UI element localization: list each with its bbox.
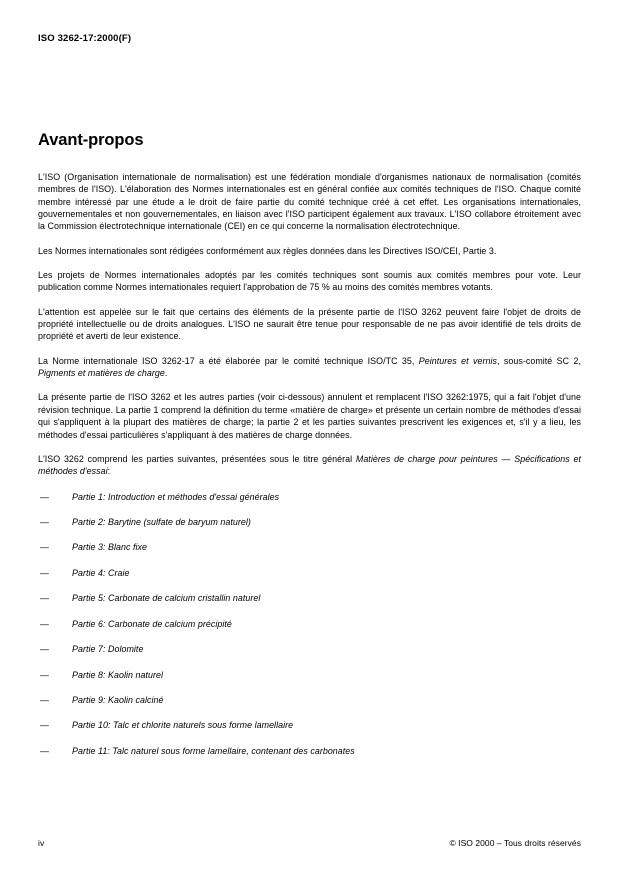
committee-title-tc35: Peintures et vernis [418,355,497,366]
text-run: . [164,368,168,379]
list-item-label: Partie 4: Craie [72,567,130,578]
em-dash-marker-icon: — [40,695,49,706]
list-item [38,719,581,731]
em-dash-marker-icon: — [40,618,49,629]
list-item [38,541,581,553]
paragraph-revision-notice [38,391,581,440]
page-footer [38,838,581,848]
list-item-label: Partie 11: Talc naturel sous forme lamellaire, contenant des carbonates [72,745,355,756]
text-run: L'attention est appelée sur le fait que certains des éléments de la présente partie de l'ISO 3262 peuvent faire l'objet de droits de propriété intellectuelle ou de droits analogues. L'ISO ne saurait être tenue pour responsable de ne pas avoir identifié de tels droits de propriété et averti de leur existence. [38,306,581,342]
paragraph-parts-lead-in [38,453,581,478]
em-dash-marker-icon: — [40,669,49,680]
list-item [38,592,581,604]
running-header: ISO 3262-17:2000(F) [38,33,132,44]
em-dash-marker-icon: — [40,720,49,731]
list-item [38,643,581,655]
list-item-label: Partie 8: Kaolin naturel [72,669,163,680]
page-title: Avant-propos [38,131,144,149]
text-run: L'ISO 3262 comprend les parties suivantes, présentées sous le titre général [38,453,356,464]
em-dash-marker-icon: — [40,745,49,756]
em-dash-marker-icon: — [40,491,49,502]
list-item-label: Partie 1: Introduction et méthodes d'essai générales [72,491,280,502]
list-item-label: Partie 3: Blanc fixe [72,542,147,553]
list-item [38,567,581,579]
text-run: Les Normes internationales sont rédigées conformément aux règles données dans les Directives ISO/CEI, Partie 3. [38,245,497,256]
list-item [38,516,581,528]
em-dash-marker-icon: — [40,542,49,553]
em-dash-marker-icon: — [40,567,49,578]
text-run: Les projets de Normes internationales adoptés par les comités techniques sont soumis aux comités membres pour vote. Leur publication comme Normes internationales requiert l'approbation de 75 % au moins des comités membres votants. [38,270,581,293]
text-run: : [107,466,111,477]
list-item-label: Partie 6: Carbonate de calcium précipité [72,618,232,629]
paragraph-foreword-2 [38,245,581,257]
text-run: , sous-comité SC 2, [497,355,582,366]
paragraph-foreword-1 [38,171,581,233]
list-item [38,745,581,757]
text-run: La présente partie de l'ISO 3262 et les autres parties (voir ci-dessous) annulent et remplacent l'ISO 3262:1975, qui a fait l'objet d'une révision technique. La partie 1 comprend la définition du terme «matière de charge» et présente un certain nombre de méthodes d'essai qui s'appliquent à la plupart des matières de charge; la partie 2 et les parties suivantes prescrivent les exigences et, s'il y a lieu, les méthodes d'essai particulières s'appliquant à des matières de charge données. [38,392,581,440]
list-item [38,618,581,630]
em-dash-marker-icon: — [40,644,49,655]
text-run: L'ISO (Organisation internationale de normalisation) est une fédération mondiale d'organismes nationaux de normalisation (comités membres de l'ISO). L'élaboration des Normes internationales est en général confiée aux comités techniques de l'ISO. Chaque comité membre intéressé par une étude a le droit de faire partie du comité technique créé à cet effet. Les organisations internationales, gouvernementales et non gouvernementales, en liaison avec l'ISO participent également aux travaux. L'ISO collabore étroitement avec la Commission électrotechnique internationale (CEI) en ce qui concerne la normalisation électrotechnique. [38,172,581,232]
list-item-label: Partie 9: Kaolin calciné [72,695,164,706]
list-item [38,669,581,681]
paragraph-foreword-3 [38,269,581,294]
parts-list [38,491,581,758]
paragraph-foreword-4 [38,306,581,343]
general-title: Matières de charge pour peintures — Spécifications et méthodes d'essai [38,453,581,477]
paragraph-committee-attribution [38,355,581,380]
list-item-label: Partie 2: Barytine (sulfate de baryum naturel) [72,516,251,527]
list-item [38,694,581,706]
copyright-notice: © ISO 2000 – Tous droits réservés [449,838,581,848]
subcommittee-title-sc2: Pigments et matières de charge [38,368,165,379]
list-item-label: Partie 5: Carbonate de calcium cristallin naturel [72,593,261,604]
document-body [38,131,581,770]
em-dash-marker-icon: — [40,516,49,527]
list-item-label: Partie 10: Talc et chlorite naturels sous forme lamellaire [72,720,294,731]
em-dash-marker-icon: — [40,593,49,604]
list-item [38,491,581,503]
page-number: iv [38,838,45,848]
text-run: La Norme internationale ISO 3262-17 a été élaborée par le comité technique ISO/TC 35, [38,355,419,366]
list-item-label: Partie 7: Dolomite [72,644,144,655]
